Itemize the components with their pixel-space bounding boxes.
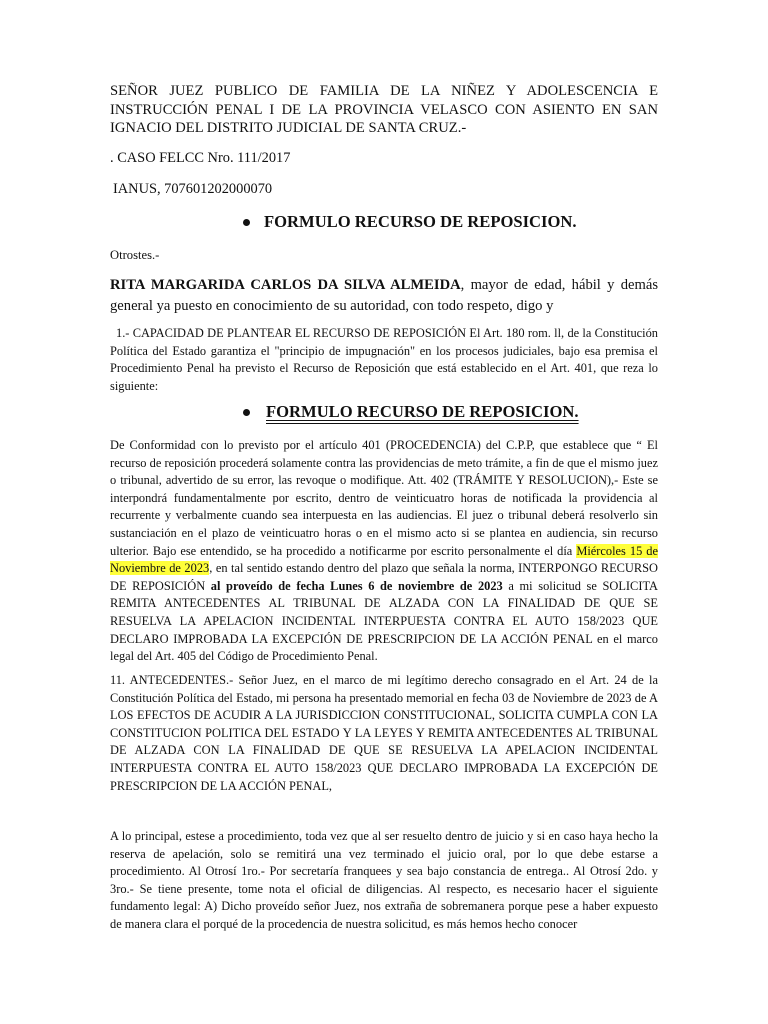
party-paragraph xyxy=(110,275,658,317)
case-reference: . CASO FELCC Nro. 111/2017 xyxy=(110,150,291,166)
ianus-number: IANUS, 707601202000070 xyxy=(113,181,273,197)
conformidad-text-2: , en tal sentido estando dentro del plazo que señala la norma, INTERPONGO RECURSO DE REPOSICIÓN xyxy=(110,561,658,593)
proveido-date: al proveído de fecha Lunes 6 de noviembre de 2023 xyxy=(210,578,503,593)
court-address: SEÑOR JUEZ PUBLICO DE FAMILIA DE LA NIÑEZ Y ADOLESCENCIA E INSTRUCCIÓN PENAL I DE LA PROVINCIA VELASCO CON ASIENTO EN SAN IGNACIO DEL DISTRITO JUDICIAL DE SANTA CRUZ.- xyxy=(110,83,658,136)
party-name: RITA MARGARIDA CARLOS DA SILVA ALMEIDA xyxy=(110,277,461,293)
heading-text: FORMULO RECURSO DE REPOSICION. xyxy=(264,212,577,231)
bullet-icon xyxy=(243,409,250,416)
heading-reposicion-1 xyxy=(243,212,663,232)
otrosies-label: Otrostes.- xyxy=(110,248,160,262)
principal-paragraph: A lo principal, estese a procedimiento, toda vez que al ser resuelto dentro de juicio y si en caso haya hecho la reserva de apelación, solo se remitirá una vez terminado el juicio oral, por lo que debe estarse a procedimiento. Al Otrosí 1ro.- Por secretaría franquees y sea bajo constancia de entrega.. Al Otrosí 2do. y 3ro.- Se tiene presente, tome nota el oficial de diligencias. Al respecto, es necesario hacer el siguiente fundamento legal: A) Dicho proveído señor Juez, nos extraña de sobremanera porque pese a haber expuesto de manera clara el porqué de la procedencia de nuestra solicitud, es más hemos hecho conocer xyxy=(110,829,658,931)
antecedentes-paragraph: 11. ANTECEDENTES.- Señor Juez, en el marco de mi legítimo derecho consagrado en el Art. 24 de la Constitución Política del Estado, mi persona ha presentado memorial en fecha 03 de Noviembre de 2023 de A LOS EFECTOS DE ACUDIR A LA JURISDICCION CONSTITUCIONAL, SOLICITA CUMPLA CON LA CONSTITUCION POLITICA DEL ESTADO Y LA LEYES Y REMITA ANTECEDENTES AL TRIBUNAL DE ALZADA CON LA FINALIDAD DE QUE SE RESUELVA LA APELACION INCIDENTAL INTERPUESTA CONTRA EL AUTO 158/2023 QUE DECLARO IMPROBADA LA EXCEPCIÓN DE PRESCRIPCION DE LA ACCIÓN PENAL, xyxy=(110,673,658,793)
conformidad-text-3: a mi solicitud se SOLICITA REMITA ANTECEDENTES AL TRIBUNAL DE ALZADA CON LA FINALIDAD DE QUE SE RESUELVA LA APELACION INCIDENTAL INTERPUESTA CONTRA EL AUTO 158/2023 QUE DECLARO IMPROBADA LA EXCEPCIÓN DE PRESCRIPCION DE LA ACCIÓN PENAL en el marco legal del Art. 405 del Código de Procedimiento Penal. xyxy=(110,578,658,664)
heading-text: FORMULO RECURSO DE REPOSICION. xyxy=(266,402,579,421)
bullet-icon xyxy=(243,219,250,226)
notification-date-highlight: Miércoles 15 de Noviembre de 2023 xyxy=(110,543,658,576)
conformidad-text-1: De Conformidad con lo previsto por el artículo 401 (PROCEDENCIA) del C.P.P, que establece que “ El recurso de reposición procederá solamente contra las providencias de meto trámite, a fin de que el mismo juez o tribunal, advertido de su error, las revoque o modifique. Att. 402 (TRÁMITE Y RESOLUCION),- Este se interpondrá fundamentalmente por escrito, dentro de veinticuatro horas de notificada la providencia al recurrente y verbalmente cuando sea interpuesta en las audiencias. El juez o tribunal deberá resolverlo sin sustanciación en el plazo de veinticuatro horas o en el mismo acto si se plantea en audiencia, sin recurso ulterior. Bajo ese entendido, se ha procedido a notificarme por escrito personalmente el día xyxy=(110,438,658,558)
party-description: , mayor de edad, hábil y demás general ya puesto en conocimiento de su autoridad, con todo respeto, digo y xyxy=(110,277,659,314)
conformidad-paragraph xyxy=(110,437,658,666)
section-1-capacidad: 1.- CAPACIDAD DE PLANTEAR EL RECURSO DE REPOSICIÓN El Art. 180 rom. ll, de la Constitución Política del Estado garantiza el "principio de impugnación" en los procesos judiciales, bajo esa premisa el Procedimiento Penal ha previsto el Recurso de Reposición que está establecido en el Art. 401, que reza lo siguiente: xyxy=(110,326,658,393)
heading-reposicion-2 xyxy=(243,402,663,422)
